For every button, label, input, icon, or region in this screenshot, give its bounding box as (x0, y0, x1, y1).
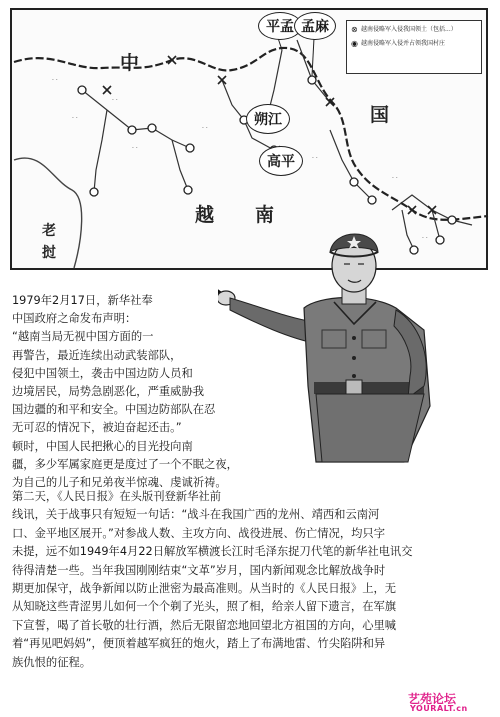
article-top-line: 为自己的儿子和兄弟夜半惊魂、虔诚祈祷。 (12, 476, 227, 490)
article-top-line: 侵犯中国领土，袭击中国边防人员和 (12, 366, 193, 380)
article-bottom-line: 口、金平地区展开。”对参战人数、主攻方向、战役进展、伤亡情况，均只字 (12, 526, 386, 540)
map-label-china-1: 中 (120, 52, 140, 74)
svg-text:· ·: · · (312, 155, 318, 162)
watermark-title: 艺苑论坛 (408, 692, 457, 706)
article-bottom-line: 待得清楚一些。当年我国刚刚结束“文革”岁月，国内新闻观念比解放战争时 (12, 563, 386, 577)
article-top-line: 国边疆的和平和安全。中国边防部队在忍 (12, 403, 216, 417)
svg-text:· ·: · · (202, 125, 208, 132)
article-top-line: 疆，多少军属家庭更是度过了一个不眠之夜， (12, 457, 238, 471)
article-top-line: 边境居民，局势急剧恶化，严重威胁我 (12, 385, 205, 399)
circle-marker-icon: ◉ (351, 39, 358, 48)
watermark-subtitle: YOURALT.cn (410, 704, 468, 713)
article-bottom-line: 线讯，关于战事只有短短一句话：“战斗在我国广西的龙州、靖西和云南河 (12, 508, 380, 522)
soldier-pointer-illustration (218, 226, 496, 468)
map-label-laos-1: 老 (42, 223, 56, 239)
svg-text:· ·: · · (422, 235, 428, 242)
legend-row-occupation (351, 39, 477, 48)
bubble-mengma: 孟麻 (294, 12, 336, 40)
bubble-shuojiang: 朔江 (246, 104, 290, 134)
svg-text:· ·: · · (52, 77, 58, 84)
cross-marker-icon: ⊗ (351, 25, 358, 34)
legend-text-occupation: 越南侵略军入侵并占领我国村庄 (361, 40, 446, 47)
site-watermark (406, 690, 492, 714)
article-bottom-line: 期更加保守，战争新闻以防止泄密为最高准则。从当时的《人民日报》上，无 (12, 582, 397, 596)
svg-text:· ·: · · (112, 97, 118, 104)
article-bottom-line: 未提，远不如1949年4月22日解放军横渡长江时毛泽东捉刀代笔的新华社电讯交 (12, 545, 413, 559)
map-label-vietnam-2: 南 (255, 204, 275, 226)
article-top-line: 1979年2月17日，新华社奉 (12, 294, 153, 307)
svg-text:· ·: · · (72, 115, 78, 122)
article-bottom-paragraphs (12, 488, 490, 672)
article-top-line: “越南当局无视中国方面的一 (12, 330, 154, 344)
legend-row-invasion (351, 25, 477, 34)
article-bottom-line: 族仇恨的征程。 (12, 655, 92, 669)
bubble-gaoping: 高平 (259, 146, 303, 176)
article-top-line: 无可忍的情况下，被迫奋起还击。” (12, 421, 182, 435)
article-top-paragraphs (12, 292, 238, 492)
article-bottom-line: 下宣誓，喝了首长敬的壮行酒，然后无限留恋地回望北方祖国的方向，心里喊 (12, 618, 397, 632)
map-label-china-2: 国 (370, 104, 390, 126)
legend-text-invasion: 越南侵略军入侵我国领土（包括...） (361, 26, 457, 33)
map-legend (346, 20, 482, 74)
svg-text:· ·: · · (392, 175, 398, 182)
article-bottom-line: 从知晓这些青涩男儿如何一个个剃了光头，照了相，给亲人留下遗言，在军旗 (12, 600, 397, 614)
bubble-pingmeng: 平孟 (258, 12, 302, 40)
map-label-vietnam-1: 越 (195, 204, 215, 226)
article-top-line: 顿时，中国人民把揪心的目光投向南 (12, 439, 193, 453)
article-bottom-line: 第二天，《人民日报》在头版刊登新华社前 (12, 490, 221, 503)
map-label-laos-2: 挝 (42, 245, 56, 261)
article-top-line: 再警告，最近连续出动武装部队， (12, 348, 182, 362)
svg-text:· ·: · · (132, 145, 138, 152)
article-bottom-line: 着“再见吧妈妈”，便顶着越军疯狂的炮火，踏上了布满地雷、竹尖陷阱和异 (12, 637, 386, 651)
article-top-line: 中国政府之命发布声明： (12, 312, 137, 326)
